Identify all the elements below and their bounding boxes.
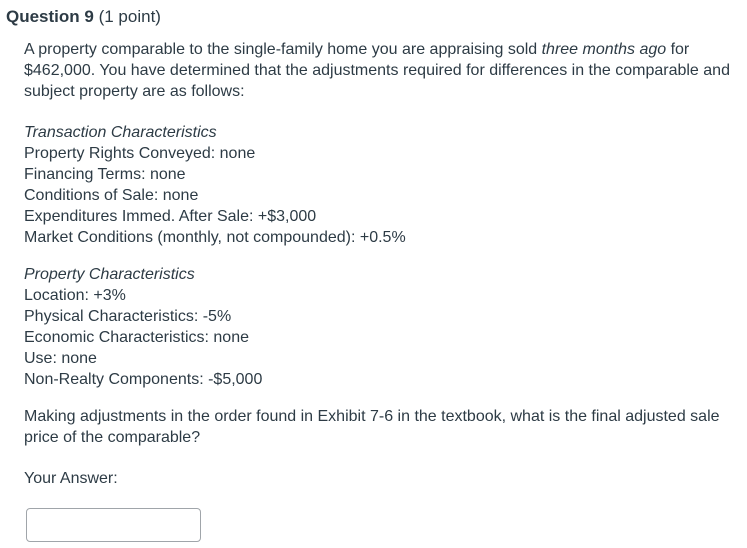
intro-text-start: A property comparable to the single-family home you are appraising sold: [24, 41, 542, 58]
adjustment-item: Conditions of Sale: none: [24, 187, 199, 204]
question-points: (1 point): [98, 7, 161, 26]
question-intro: [24, 39, 744, 102]
transaction-characteristics-title: Transaction Characteristics: [24, 124, 217, 141]
adjustment-item: Use: none: [24, 350, 97, 367]
adjustment-item: Expenditures Immed. After Sale: +$3,000: [24, 208, 317, 225]
answer-input[interactable]: [26, 508, 201, 542]
adjustment-item: Market Conditions (monthly, not compounded): +0.5%: [24, 229, 406, 246]
answer-label: Your Answer:: [24, 470, 118, 487]
property-characteristics-section: [24, 264, 744, 390]
question-prompt: Making adjustments in the order found in Exhibit 7-6 in the textbook, what is the final adjusted sale price of the comparable?: [24, 408, 720, 446]
adjustment-item: Financing Terms: none: [24, 166, 186, 183]
adjustment-item: Non-Realty Components: -$5,000: [24, 371, 263, 388]
question-header: [6, 6, 161, 28]
adjustment-item: Economic Characteristics: none: [24, 329, 249, 346]
intro-emphasis: three months ago: [541, 41, 667, 58]
question-title: Question 9: [6, 7, 94, 26]
adjustment-item: Physical Characteristics: -5%: [24, 308, 232, 325]
intro-text-end: for $462,000. You have determined that the adjustments required for differences in the comparable and subject property are as follows:: [24, 41, 730, 100]
property-characteristics-title: Property Characteristics: [24, 266, 195, 283]
adjustment-item: Location: +3%: [24, 287, 126, 304]
question-body: [24, 39, 744, 489]
transaction-characteristics-section: [24, 122, 744, 248]
adjustment-item: Property Rights Conveyed: none: [24, 145, 256, 162]
